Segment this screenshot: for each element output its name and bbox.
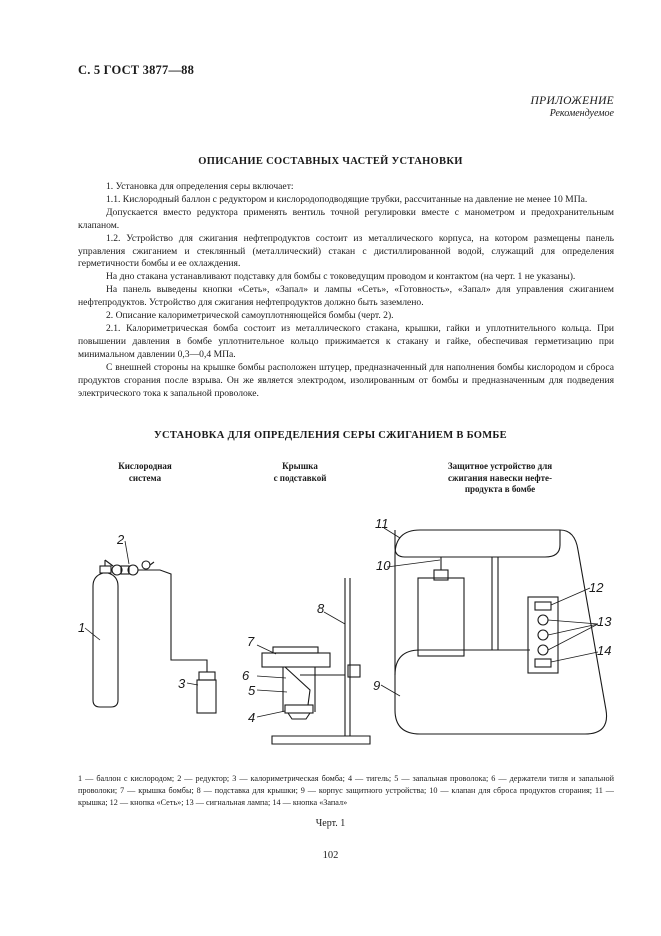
label-line: Защитное устройство для xyxy=(447,461,553,471)
lid-stand xyxy=(262,578,370,744)
paragraph: 1.1. Кислородный баллон с редуктором и кислородоподводящие трубки, рассчитанные на давление не менее 10 МПа. xyxy=(106,193,588,205)
leader-lines xyxy=(85,528,598,717)
callout-number: 8 xyxy=(317,601,325,616)
section-title: ОПИСАНИЕ СОСТАВНЫХ ЧАСТЕЙ УСТАНОВКИ xyxy=(198,156,463,167)
label-line: продукта в бомбе xyxy=(464,484,536,494)
paragraph: На панель выведены кнопки «Сеть», «Запал» и лампы «Сеть», «Готовность», «Запал» для управления сжиганием нефтепродуктов. Устройство для сжигания нефтепродуктов должно быть заземлено. xyxy=(78,284,614,309)
callout-number: 3 xyxy=(178,676,186,691)
appendix-title: ПРИЛОЖЕНИЕ xyxy=(530,95,614,107)
paragraph: 1.2. Устройство для сжигания нефтепродуктов состоит из металлического корпуса, на котором размещены панель управления сжиганием и стеклянный (металлический) стакан с дистиллированной водой, служащий для определения герметичности бомбы и ее охлаждения. xyxy=(78,232,614,270)
callout-number: 1 xyxy=(78,620,86,635)
label-protective-device xyxy=(420,461,580,496)
appendix-subtitle: Рекомендуемое xyxy=(549,108,614,119)
paragraph: 2.1. Калориметрическая бомба состоит из металлического стакана, крышки, гайки и уплотнительного кольца. При повышении давления в бомбе уплотнительное кольцо прижимается к стакану и гайке, обеспечивая герметизацию при минимальном давлении 0,3—0,4 МПа. xyxy=(78,322,614,360)
appendix-block xyxy=(531,95,614,119)
figure-caption: 1 — баллон с кислородом; 2 — редуктор; 3 — калориметрическая бомба; 4 — тигель; 5 — запальная проволока; 6 — держатели тигля и запальной проволоки; 7 — крышка бомбы; 8 — подставка для крышки; 9 — корпус защитного устройства; 10 — клапан для сброса продуктов сгорания; 11 — крышка; 12 — кнопка «Сеть»; 13 — сигнальная лампа; 14 — кнопка «Запал» xyxy=(78,774,614,807)
callout-number: 7 xyxy=(247,634,255,649)
paragraph: Допускается вместо редуктора применять вентиль точной регулировки вместе с манометром и предохранительным клапаном. xyxy=(78,206,614,231)
callout-number: 10 xyxy=(376,558,391,573)
reducer xyxy=(105,560,207,672)
oxygen-cylinder xyxy=(93,560,118,707)
callout-number: 11 xyxy=(375,516,389,531)
calorimetric-bomb xyxy=(197,672,216,713)
callout-number: 12 xyxy=(589,580,604,595)
callout-number: 13 xyxy=(597,614,612,629)
paragraph: С внешней стороны на крышке бомбы расположен штуцер, предназначенный для наполнения бомбы кислородом и сброса продуктов сгорания после взрыва. Он же является электродом, изолированным от бомбы и предназначенным для подведения электрического тока к запальной проволоке. xyxy=(78,361,614,399)
paragraph: 1. Установка для определения серы включает: xyxy=(106,181,294,192)
figure-number: Черт. 1 xyxy=(315,818,346,829)
body-text xyxy=(78,181,614,400)
page-header: С. 5 ГОСТ 3877—88 xyxy=(78,63,195,77)
callout-number: 9 xyxy=(373,678,381,693)
label-line: сжигания навески нефте- xyxy=(448,472,552,483)
installation-diagram xyxy=(0,500,661,765)
label-line: Крышка xyxy=(282,461,318,471)
paragraph: На дно стакана устанавливают подставку для бомбы с токоведущим проводом и контактом (на черт. 1 не указаны). xyxy=(106,271,576,283)
callout-number: 5 xyxy=(248,683,256,698)
label-line: Кислородная xyxy=(118,461,172,471)
label-oxygen-system xyxy=(95,461,195,484)
label-lid-stand xyxy=(245,461,355,484)
callout-number: 4 xyxy=(248,710,256,725)
page-number: 102 xyxy=(322,850,339,861)
label-line: система xyxy=(128,472,162,483)
label-line: с подставкой xyxy=(273,472,327,483)
callout-number: 14 xyxy=(597,643,612,658)
callout-number: 6 xyxy=(242,668,250,683)
callout-number: 2 xyxy=(117,532,125,547)
protective-device xyxy=(395,530,607,734)
paragraph: 2. Описание калориметрической самоуплотняющейся бомбы (черт. 2). xyxy=(106,310,394,322)
figure-title: УСТАНОВКА ДЛЯ ОПРЕДЕЛЕНИЯ СЕРЫ СЖИГАНИЕМ В БОМБЕ xyxy=(154,430,507,441)
